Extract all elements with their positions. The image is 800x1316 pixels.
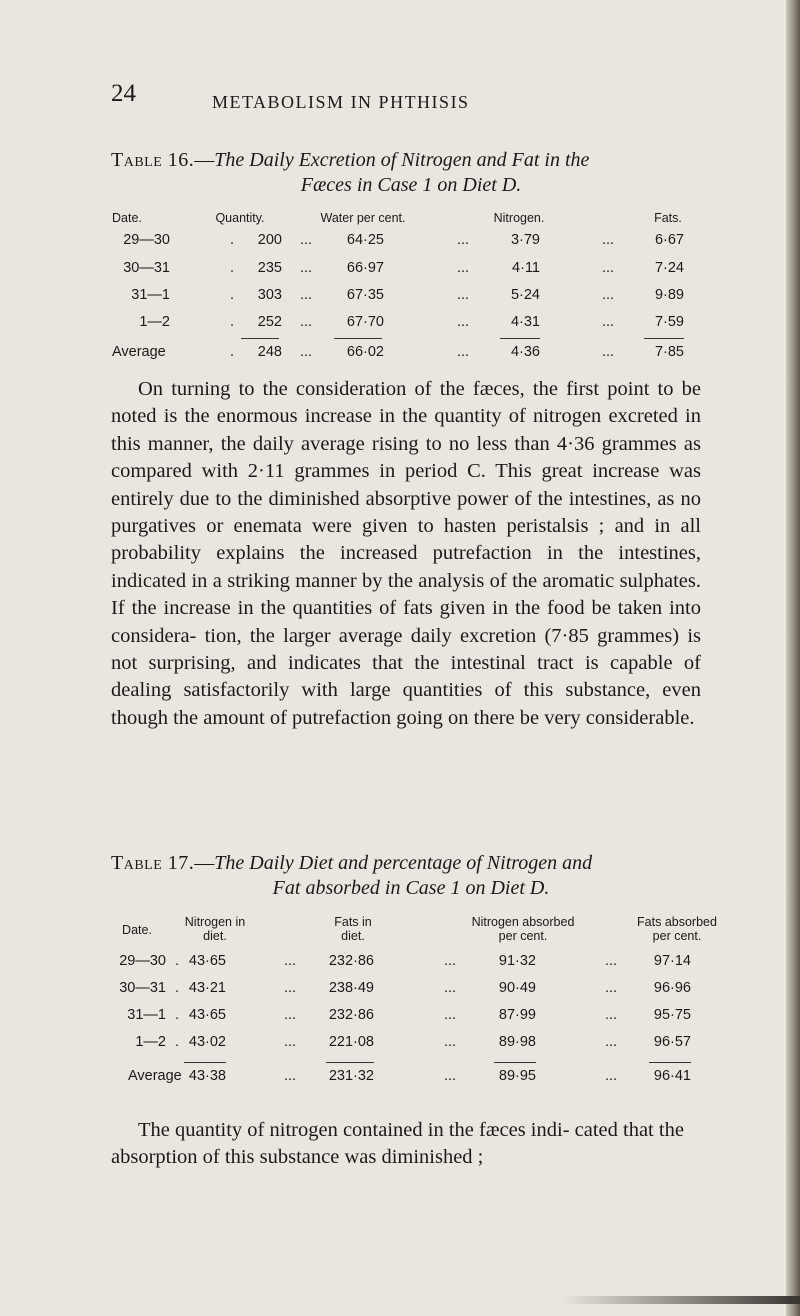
table17-leader: ... bbox=[444, 1034, 457, 1050]
table17-dash: — bbox=[194, 852, 215, 874]
table17-date-cell: 1—2 bbox=[135, 1034, 166, 1050]
table17-separator: . bbox=[175, 1034, 180, 1050]
table16-fats-cell: 6·67 bbox=[654, 232, 684, 248]
table16-leader: ... bbox=[457, 314, 470, 330]
table17-fats-diet-cell: 238·49 bbox=[328, 980, 374, 996]
table17-fats-diet-cell: 221·08 bbox=[328, 1034, 374, 1050]
table16-fats-cell: 9·89 bbox=[654, 287, 684, 303]
table16-water-cell: 66·97 bbox=[346, 260, 384, 276]
table16-header-water: Water per cent. bbox=[320, 211, 406, 225]
table16-caption bbox=[111, 148, 711, 198]
table17-leader: ... bbox=[444, 980, 457, 996]
table17-nitrogen-absorbed-cell: 91·32 bbox=[498, 953, 536, 969]
table17-leader: ... bbox=[605, 1034, 618, 1050]
table16-quantity-cell: 252 bbox=[257, 314, 282, 330]
table16-date-cell: 30—31 bbox=[123, 260, 170, 276]
table17-nitrogen-diet-cell: 43·65 bbox=[188, 1007, 226, 1023]
page-edge-shadow bbox=[786, 0, 800, 1316]
table16-header-date: Date. bbox=[112, 211, 142, 225]
table17-leader: ... bbox=[444, 953, 457, 969]
table17-average-nitrogen-absorbed: 89·95 bbox=[498, 1068, 536, 1084]
table16-rule-nitrogen bbox=[500, 338, 540, 339]
table16-leader: ... bbox=[602, 314, 615, 330]
table16-quantity-cell: 303 bbox=[257, 287, 282, 303]
table16-leader: ... bbox=[300, 314, 313, 330]
table16-nitrogen-cell: 4·11 bbox=[512, 260, 540, 276]
table17-title-line1: The Daily Diet and percentage of Nitrogen and bbox=[214, 852, 593, 874]
table16-date-cell: 31—1 bbox=[131, 287, 170, 303]
table16-label: Table 16. bbox=[111, 149, 195, 171]
table16-water-cell: 64·25 bbox=[346, 232, 384, 248]
table16-average-quantity: 248 bbox=[257, 344, 282, 360]
table17-nitrogen-diet-cell: 43·65 bbox=[188, 953, 226, 969]
table16-separator: . bbox=[230, 314, 235, 330]
table17-leader: ... bbox=[284, 1034, 297, 1050]
table17-leader: ... bbox=[284, 1068, 297, 1084]
table16-separator: . bbox=[230, 344, 235, 360]
table16-date-cell: 29—30 bbox=[123, 232, 170, 248]
body-paragraph-1: On turning to the consideration of the fæces, the first point to be noted is the enormous increase in the quantity of nitrogen excreted in this manner, the daily average rising to no less than 4·36 grammes as compared with 2·11 grammes in period C. This great increase was entirely due to the diminished absorptive power of the intestines, as no purgatives or enemata were given to hasten peristalsis ; and in all probability explains the increased putrefaction in the intestines, indicated in a striking manner by the analysis of the aromatic sulphates. If the increase in the quantities of fats given in the food be taken into considera- tion, the larger average daily excretion (7·85 grammes) is not surprising, and indicates that the intestinal tract is capable of dealing satisfactorily with large quantities of this substance, even though the amount of putrefaction going on there be very considerable. bbox=[111, 378, 701, 729]
table16-leader: ... bbox=[300, 344, 313, 360]
table16-separator: . bbox=[230, 287, 235, 303]
table17-average-fats-absorbed: 96·41 bbox=[653, 1068, 691, 1084]
table17-leader: ... bbox=[605, 980, 618, 996]
table16-leader: ... bbox=[602, 232, 615, 248]
table17-caption bbox=[111, 851, 711, 901]
table16-rule-fats bbox=[644, 338, 684, 339]
table16-rule-quantity bbox=[241, 338, 279, 339]
table17-leader: ... bbox=[605, 1007, 618, 1023]
table17-title-line2: Fat absorbed in Case 1 on Diet D. bbox=[272, 877, 550, 899]
table17-fats-absorbed-cell: 97·14 bbox=[653, 953, 691, 969]
table16-separator: . bbox=[230, 232, 235, 248]
table17-leader: ... bbox=[605, 1068, 618, 1084]
table16-leader: ... bbox=[457, 232, 470, 248]
table17-leader: ... bbox=[444, 1068, 457, 1084]
table16-header-fats: Fats. bbox=[654, 211, 682, 225]
body-paragraph-2: The quantity of nitrogen contained in the fæces indi- cated that the absorption of this substance was diminished ; bbox=[111, 1119, 684, 1169]
table17-nitrogen-diet-cell: 43·21 bbox=[188, 980, 226, 996]
table17-rule-nitrogen-diet bbox=[184, 1062, 226, 1063]
table17-date-cell: 29—30 bbox=[119, 953, 166, 969]
page-number: 24 bbox=[111, 80, 136, 107]
table17-leader: ... bbox=[284, 980, 297, 996]
table16-average-nitrogen: 4·36 bbox=[510, 344, 540, 360]
table17-rule-nitrogen-absorbed bbox=[494, 1062, 536, 1063]
table17-fats-absorbed-cell: 96·96 bbox=[653, 980, 691, 996]
table16-date-cell: 1—2 bbox=[139, 314, 170, 330]
table16-average-fats: 7·85 bbox=[654, 344, 684, 360]
table17-separator: . bbox=[175, 980, 180, 996]
table16-header-nitrogen: Nitrogen. bbox=[493, 211, 545, 225]
table16-water-cell: 67·35 bbox=[346, 287, 384, 303]
table16-average-label: Average bbox=[112, 344, 166, 360]
table16-quantity-cell: 235 bbox=[257, 260, 282, 276]
table17-label: Table 17. bbox=[111, 852, 195, 874]
table16-leader: ... bbox=[300, 287, 313, 303]
page-bottom-shadow bbox=[560, 1296, 800, 1304]
table17-nitrogen-absorbed-cell: 87·99 bbox=[498, 1007, 536, 1023]
table16-dash: — bbox=[194, 149, 215, 171]
table16-leader: ... bbox=[300, 232, 313, 248]
table17-average-label: Average bbox=[128, 1068, 182, 1084]
table16-leader: ... bbox=[457, 260, 470, 276]
table17-nitrogen-absorbed-cell: 89·98 bbox=[498, 1034, 536, 1050]
table17-header-nitrogen-diet: Nitrogen in diet. bbox=[184, 915, 246, 943]
table17-separator: . bbox=[175, 953, 180, 969]
table17-rule-fats-absorbed bbox=[649, 1062, 691, 1063]
table16-fats-cell: 7·24 bbox=[654, 260, 684, 276]
table16-header-quantity: Quantity. bbox=[215, 211, 265, 225]
table16-average-water: 66·02 bbox=[346, 344, 384, 360]
table17-rule-fats-diet bbox=[326, 1062, 374, 1063]
table16-leader: ... bbox=[457, 287, 470, 303]
running-head: METABOLISM IN PHTHISIS bbox=[212, 92, 470, 112]
table16-leader: ... bbox=[602, 260, 615, 276]
table16-quantity-cell: 200 bbox=[257, 232, 282, 248]
table16-leader: ... bbox=[602, 344, 615, 360]
table16-nitrogen-cell: 4·31 bbox=[510, 314, 540, 330]
table16-separator: . bbox=[230, 260, 235, 276]
table17-average-fats-diet: 231·32 bbox=[328, 1068, 374, 1084]
table17-header-fats-diet: Fats in diet. bbox=[334, 915, 372, 943]
table16-leader: ... bbox=[457, 344, 470, 360]
table17-leader: ... bbox=[605, 953, 618, 969]
table17-fats-absorbed-cell: 96·57 bbox=[653, 1034, 691, 1050]
table16-leader: ... bbox=[300, 260, 313, 276]
table16-fats-cell: 7·59 bbox=[654, 314, 684, 330]
table17-leader: ... bbox=[284, 953, 297, 969]
table16-title-line2: Fæces in Case 1 on Diet D. bbox=[300, 174, 522, 196]
table17-date-cell: 30—31 bbox=[119, 980, 166, 996]
table17-date-cell: 31—1 bbox=[127, 1007, 166, 1023]
table17-header-nitrogen-absorbed: Nitrogen absorbed per cent. bbox=[471, 915, 575, 943]
table17-fats-absorbed-cell: 95·75 bbox=[653, 1007, 691, 1023]
table16-leader: ... bbox=[602, 287, 615, 303]
table16-title-line1: The Daily Excretion of Nitrogen and Fat in the bbox=[214, 149, 590, 171]
table17-average-nitrogen-diet: 43·38 bbox=[188, 1068, 226, 1084]
table17-nitrogen-absorbed-cell: 90·49 bbox=[498, 980, 536, 996]
table16-nitrogen-cell: 5·24 bbox=[510, 287, 540, 303]
table17-header-fats-absorbed: Fats absorbed per cent. bbox=[637, 915, 717, 943]
table17-nitrogen-diet-cell: 43·02 bbox=[188, 1034, 226, 1050]
table16-nitrogen-cell: 3·79 bbox=[510, 232, 540, 248]
table16-water-cell: 67·70 bbox=[346, 314, 384, 330]
table16-rule-water bbox=[334, 338, 382, 339]
table17-separator: . bbox=[175, 1007, 180, 1023]
table17-leader: ... bbox=[444, 1007, 457, 1023]
table17-fats-diet-cell: 232·86 bbox=[328, 1007, 374, 1023]
table17-leader: ... bbox=[284, 1007, 297, 1023]
table17-fats-diet-cell: 232·86 bbox=[328, 953, 374, 969]
table17-header-date: Date. bbox=[122, 923, 152, 937]
